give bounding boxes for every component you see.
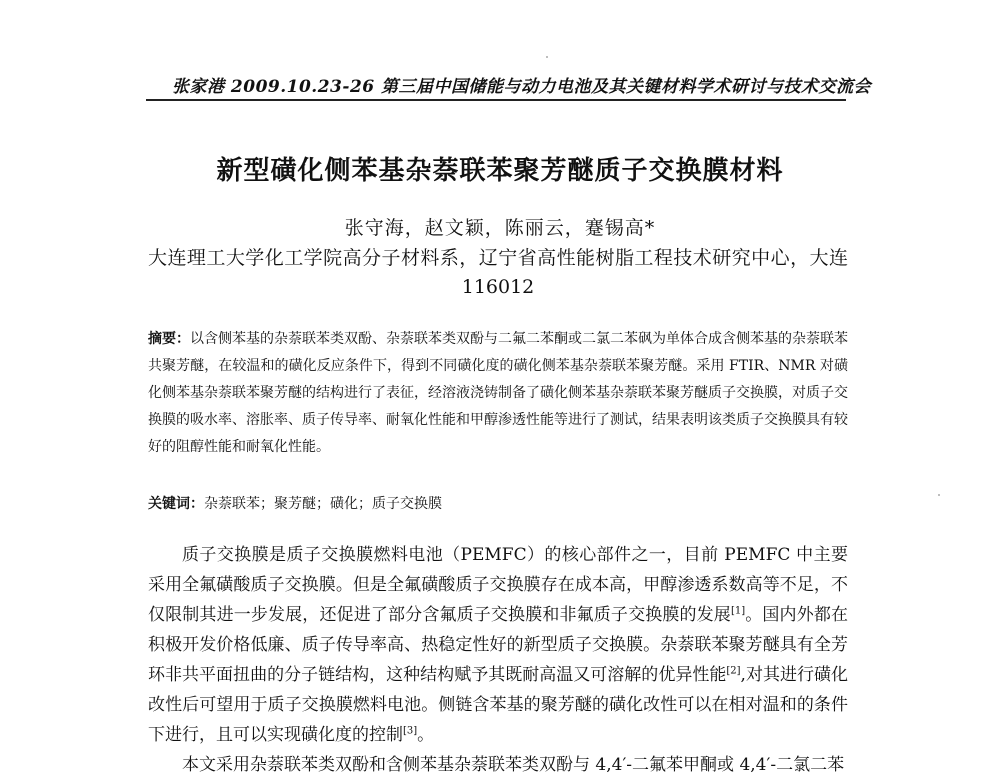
- keywords-text: 杂萘联苯；聚芳醚；磺化；质子交换膜: [204, 496, 442, 512]
- header-rule: [146, 99, 846, 101]
- abstract-text: 以含侧苯基的杂萘联苯类双酚、杂萘联苯类双酚与二氟二苯酮或二氯二苯砜为单体合成含侧苯基的杂萘联苯共聚芳醚，在较温和的磺化反应条件下，得到不同磺化度的磺化侧苯基杂萘联苯聚芳醚。采用 FTIR、NMR 对磺化侧苯基杂萘联苯聚芳醚的结构进行了表征，经溶液浇铸制备了磺化侧苯基杂萘联苯聚芳醚质子交换膜，对质子交换膜的吸水率、溶胀率、质子传导率、耐氧化性能和甲醇渗透性能等进行了测试，结果表明该类质子交换膜具有较好的阻醇性能和耐氧化性能。: [148, 331, 848, 455]
- affiliation: 大连理工大学化工学院高分子材料系，辽宁省高性能树脂工程技术研究中心，大连 116012: [148, 247, 848, 298]
- body-span: 。: [417, 725, 435, 745]
- keywords: [148, 491, 848, 518]
- citation-ref-3[interactable]: [3]: [403, 725, 418, 737]
- body-span: ,对其进行磺化改性后可望用于质子交换膜燃料电池。侧链含苯基的聚芳醚的磺化改性可以在相对温和的条件下进行，且可以实现磺化度的控制: [148, 665, 848, 745]
- abstract-label: 摘要：: [148, 331, 190, 347]
- intro-paragraph: [148, 540, 848, 750]
- conference-header: 张家港 2009.10.23-26 第三届中国储能与动力电池及其关键材料学术研讨与技术交流会: [172, 77, 872, 97]
- author-list: 张守海，赵文颖，陈丽云，蹇锡高*: [344, 217, 656, 239]
- method-paragraph: 本文采用杂萘联苯类双酚和含侧苯基杂萘联苯类双酚与 4,4′-二氟苯甲酮或 4,4′-二氯二苯: [182, 755, 845, 775]
- citation-ref-1[interactable]: [1]: [730, 605, 746, 617]
- scan-speck: [938, 494, 940, 496]
- citation-ref-2[interactable]: [2]: [726, 665, 741, 677]
- paper-title: 新型磺化侧苯基杂萘联苯聚芳醚质子交换膜材料: [216, 156, 784, 186]
- body-span: 。国内外都在积极开发价格低廉、质子传导率高、热稳定性好的新型质子交换膜。杂萘联苯聚芳醚具有全芳环非共平面扭曲的分子链结构，这种结构赋予其既耐高温又可溶解的优异性能: [148, 605, 848, 685]
- body-span: 质子交换膜是质子交换膜燃料电池（PEMFC）的核心部件之一，目前 PEMFC 中主要采用全氟磺酸质子交换膜。但是全氟磺酸质子交换膜存在成本高，甲醇渗透系数高等不足，不仅限制其进一步发展，还促进了部分含氟质子交换膜和非氟质子交换膜的发展: [148, 545, 848, 625]
- body-text: [148, 540, 848, 780]
- keywords-label: 关键词：: [148, 496, 204, 512]
- abstract: [148, 326, 848, 461]
- scan-speck: [546, 56, 548, 58]
